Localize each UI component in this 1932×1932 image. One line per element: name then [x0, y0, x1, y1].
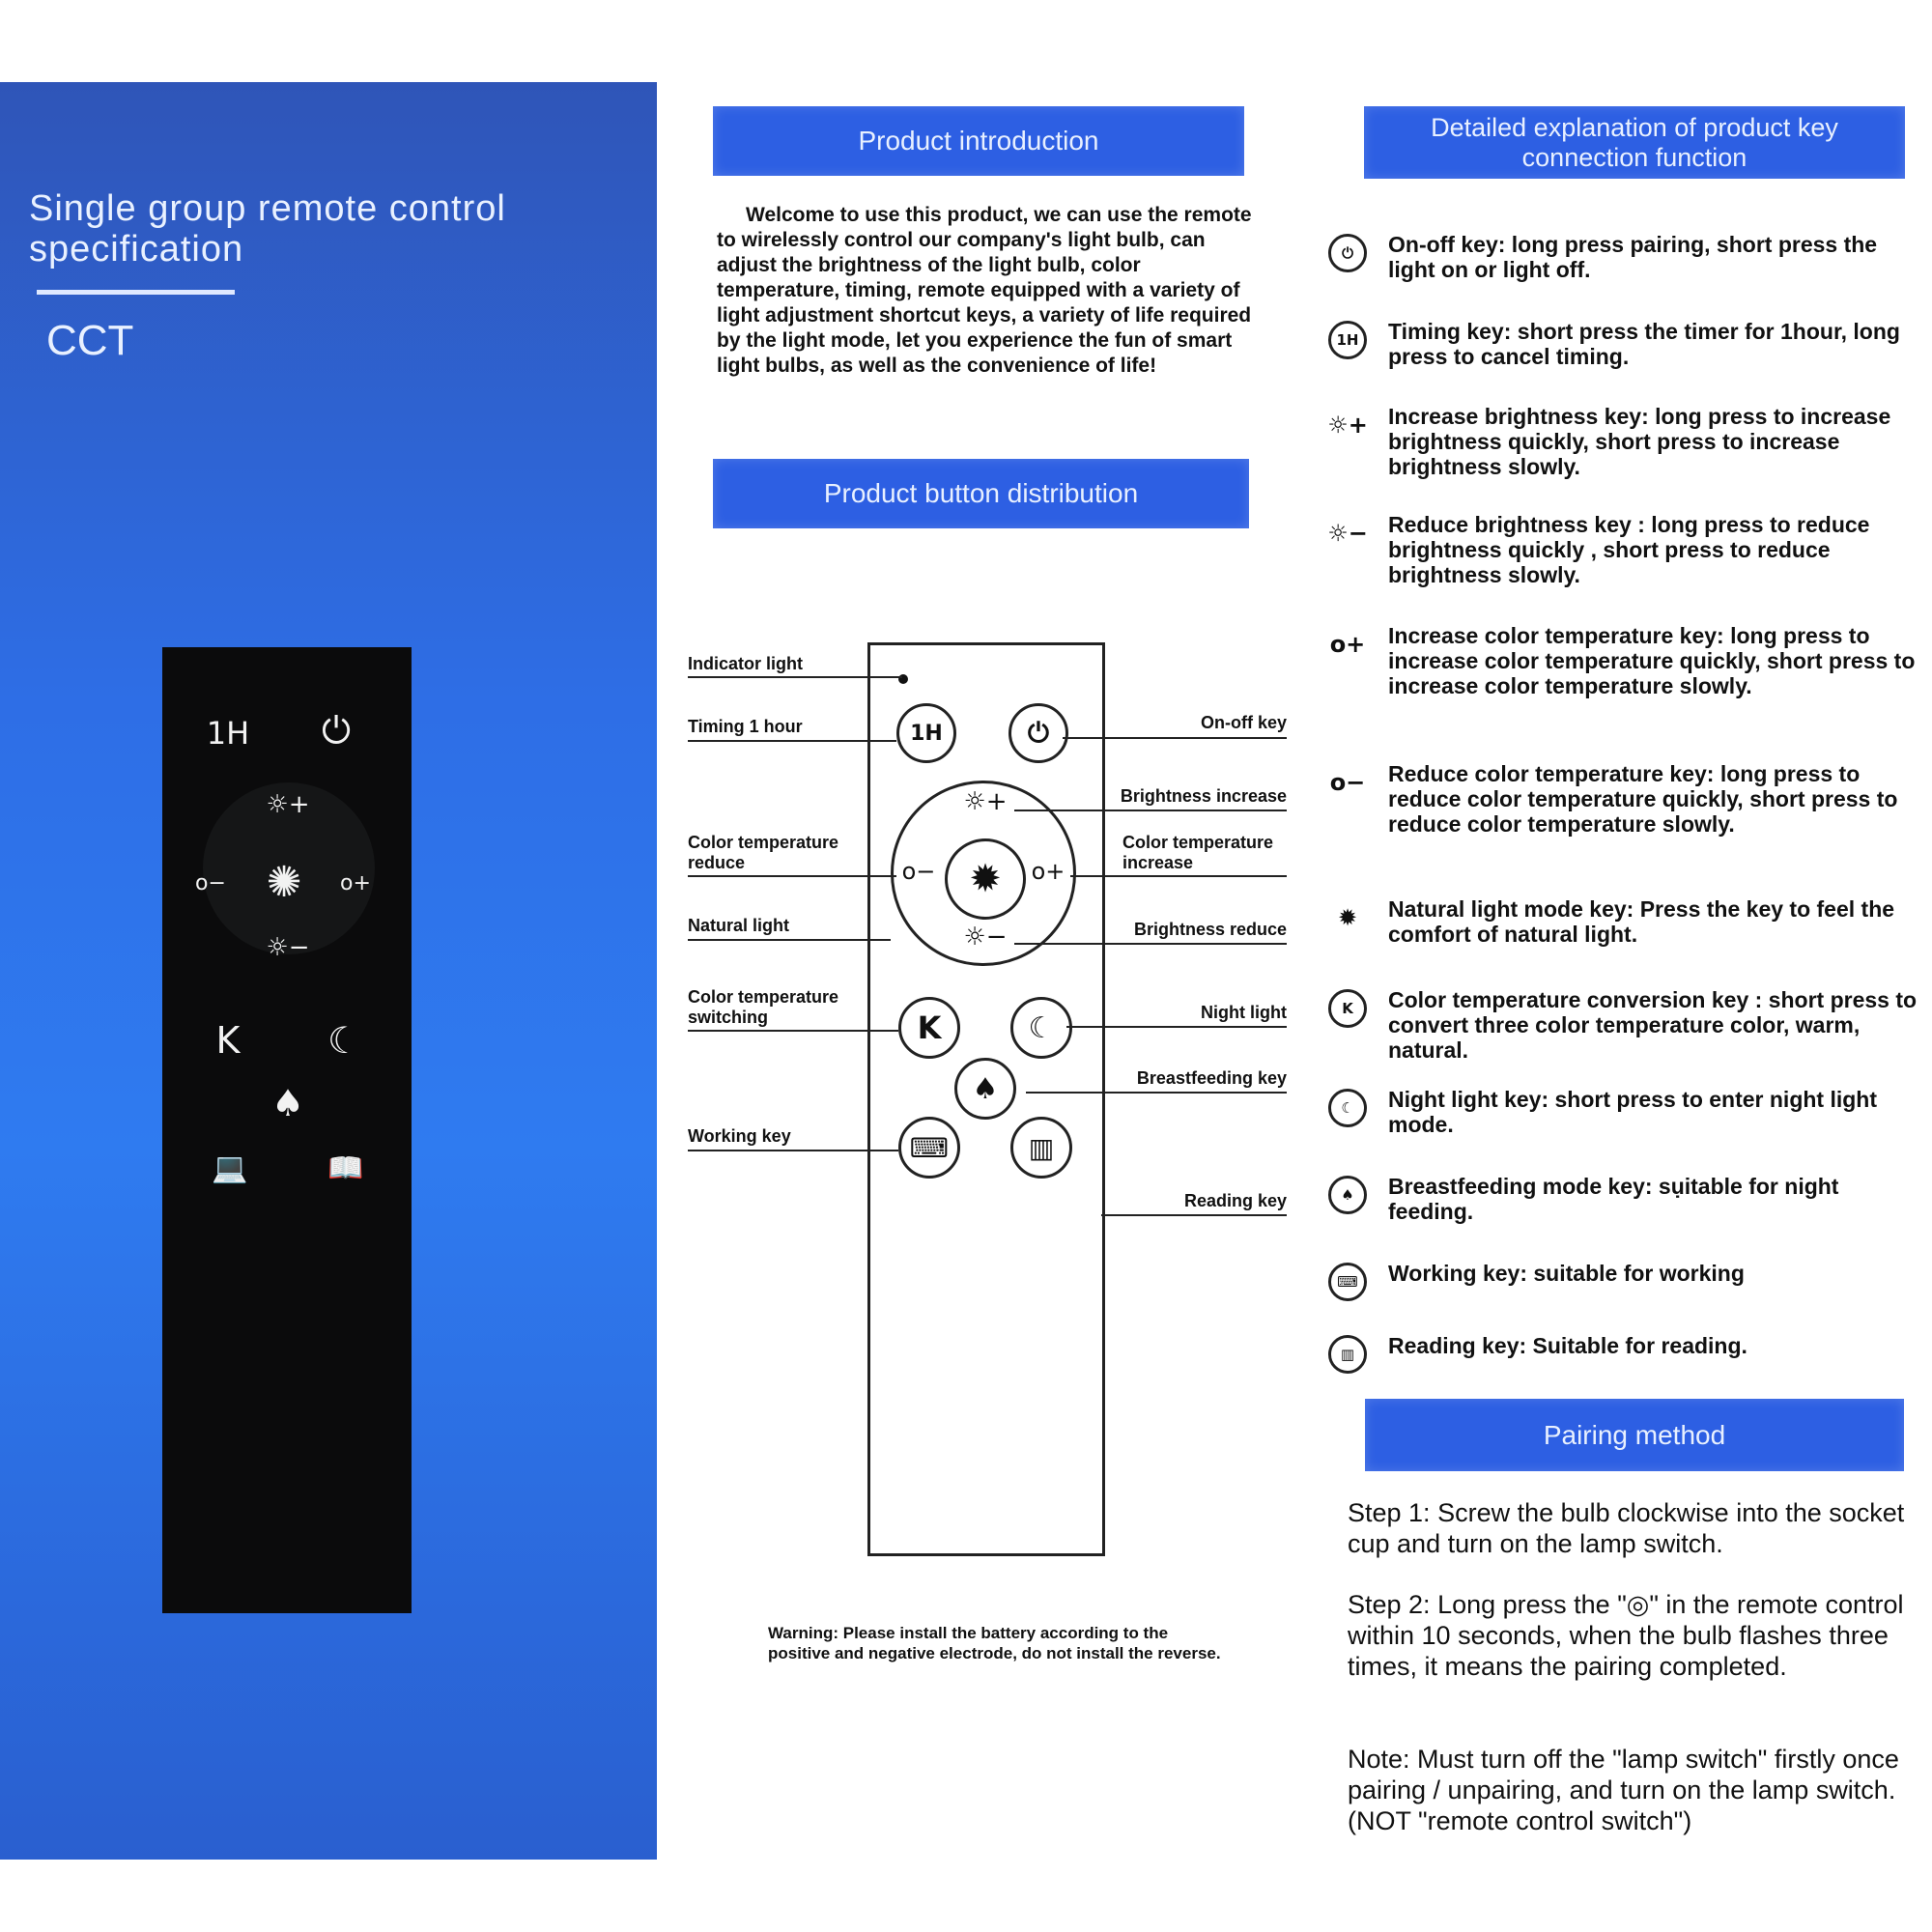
leader-reading — [1101, 1214, 1287, 1216]
pairing-note: Note: Must turn off the "lamp switch" firstly once pairing / unpairing, and turn on the lamp switch. (NOT "remote control switch") — [1348, 1745, 1899, 1835]
key-icon: ☼− — [1327, 520, 1368, 547]
pairing-step-1: Step 1: Screw the bulb clockwise into the socket cup and turn on the lamp switch. — [1348, 1498, 1905, 1558]
diagram-ct-down-icon: o− — [901, 858, 936, 885]
label-ct-increase: Color temperature increase — [1122, 833, 1274, 872]
label-ct-switching: Color temperature switching — [688, 987, 839, 1027]
photo-feeding-icon: ♠ — [270, 1082, 305, 1124]
key-description: Increase brightness key: long press to increase brightness quickly, short press to increase brightness slowly. — [1388, 404, 1891, 479]
photo-timer-icon: 1H — [206, 715, 250, 752]
diagram-work-button: ⌨ — [898, 1117, 960, 1179]
photo-brightness-down-icon: ☼− — [266, 933, 310, 962]
label-bright-reduce: Brightness reduce — [1133, 920, 1287, 939]
label-reading: Reading key — [1183, 1191, 1287, 1210]
battery-warning: Warning: Please install the battery according to the positive and negative electrode, do not install the reverse. — [768, 1624, 1221, 1662]
intro-body: Welcome to use this product, we can use the remote to wirelessly control our company's light bulb, can adjust the brightness of the light bulb, color temperature, timing, remote equipped with a variety of light adjustment shortcut keys, a variety of life required by the light mode, let you experience the fun of smart light bulbs, as well as the convenience of life! — [717, 204, 1252, 377]
leader-ct-switching — [688, 1030, 898, 1032]
intro-heading: Product introduction — [713, 106, 1244, 176]
key-icon: ☼+ — [1327, 412, 1368, 439]
label-breastfeeding: Breastfeeding key — [1136, 1068, 1287, 1088]
key-description: Color temperature conversion key : short press to convert three color temperature color, warm, natural. — [1388, 987, 1918, 1063]
cover-divider — [37, 290, 235, 295]
photo-power-icon: ⏻ — [321, 709, 352, 752]
leader-natural — [688, 939, 891, 941]
key-icon: ⌨ — [1328, 1263, 1367, 1301]
key-description: Timing key: short press the timer for 1hour, long press to cancel timing. — [1388, 319, 1900, 369]
diagram-night-button: ☾ — [1010, 997, 1072, 1059]
key-description: Breastfeeding mode key: sụitable for night feeding. — [1388, 1174, 1839, 1224]
diagram-feeding-button: ♠ — [954, 1058, 1016, 1120]
cover-subtitle: CCT — [46, 317, 134, 364]
label-ct-reduce: Color temperature reduce — [688, 833, 839, 872]
leader-night — [1066, 1026, 1287, 1028]
key-description: Natural light mode key: Press the key to feel the comfort of natural light. — [1388, 896, 1895, 947]
key-icon: ⏻ — [1328, 234, 1367, 272]
key-icon: ▥ — [1328, 1335, 1367, 1374]
key-icon: K — [1328, 989, 1367, 1028]
photo-read-icon: 📖 — [327, 1151, 364, 1185]
label-natural-light: Natural light — [688, 916, 790, 935]
leader-indicator — [688, 676, 902, 678]
leader-breastfeeding — [1026, 1092, 1287, 1094]
distribution-heading: Product button distribution — [713, 459, 1249, 528]
diagram-brightness-down-icon: ☼− — [963, 923, 1008, 952]
label-bright-inc: Brightness increase — [1120, 786, 1287, 806]
diagram-brightness-up-icon: ☼+ — [963, 787, 1008, 816]
pairing-heading: Pairing method — [1365, 1399, 1904, 1471]
key-icon: ♠ — [1328, 1176, 1367, 1214]
cover-title: Single group remote control specification — [29, 188, 506, 270]
label-timing: Timing 1 hour — [688, 717, 803, 736]
key-description: Working key: suitable for working — [1388, 1261, 1745, 1286]
diagram-natural-light-button: ✹ — [945, 838, 1026, 920]
leader-onoff — [1063, 737, 1287, 739]
key-icon: o+ — [1329, 631, 1366, 658]
remote-photo — [162, 647, 412, 1613]
key-icon: o− — [1329, 769, 1366, 796]
photo-ct-down-icon: o− — [195, 871, 226, 895]
key-description: Increase color temperature key: long press to increase color temperature quickly, short press to increase color temperature slowly. — [1388, 623, 1916, 698]
key-icon: ☾ — [1328, 1089, 1367, 1127]
leader-ct-increase — [1070, 875, 1287, 877]
label-indicator-light: Indicator light — [688, 654, 803, 673]
key-description: Reading key: Suitable for reading. — [1388, 1333, 1747, 1358]
leader-ct-reduce — [688, 875, 896, 877]
key-description: Reduce color temperature key: long press to reduce color temperature quickly, short press to reduce color temperature slowly. — [1388, 761, 1898, 837]
photo-k-icon: K — [215, 1019, 241, 1062]
photo-night-icon: ☾ — [327, 1019, 361, 1062]
photo-brightness-up-icon: ☼+ — [266, 790, 310, 819]
diagram-power-button: ⏻ — [1009, 703, 1068, 763]
leader-bright-inc — [1014, 810, 1287, 811]
label-onoff: On-off key — [1200, 713, 1287, 732]
pairing-step-2: Step 2: Long press the "◎" in the remote control within 10 seconds, when the bulb flashes three times, it means the pairing completed. — [1348, 1590, 1904, 1681]
photo-work-icon: 💻 — [212, 1151, 248, 1185]
diagram-k-button: K — [898, 997, 960, 1059]
key-icon: ✹ — [1337, 904, 1358, 931]
key-icon: 1H — [1328, 321, 1367, 359]
diagram-read-button: ▥ — [1010, 1117, 1072, 1179]
diagram-ct-up-icon: o+ — [1031, 858, 1065, 885]
label-working: Working key — [688, 1126, 791, 1146]
photo-natural-light-icon: ✺ — [266, 858, 302, 907]
diagram-timer-button: 1H — [896, 703, 956, 763]
details-heading: Detailed explanation of product key connection function — [1364, 106, 1905, 179]
key-description: On-off key: long press pairing, short press the light on or light off. — [1388, 232, 1878, 282]
key-description: Night light key: short press to enter night light mode. — [1388, 1087, 1878, 1137]
leader-timing — [688, 740, 896, 742]
photo-ct-up-icon: o+ — [340, 871, 371, 895]
key-description: Reduce brightness key : long press to reduce brightness quickly , short press to reduce brightness slowly. — [1388, 512, 1870, 587]
label-night: Night light — [1201, 1003, 1287, 1022]
leader-bright-reduce — [1014, 943, 1287, 945]
leader-working — [688, 1150, 898, 1151]
